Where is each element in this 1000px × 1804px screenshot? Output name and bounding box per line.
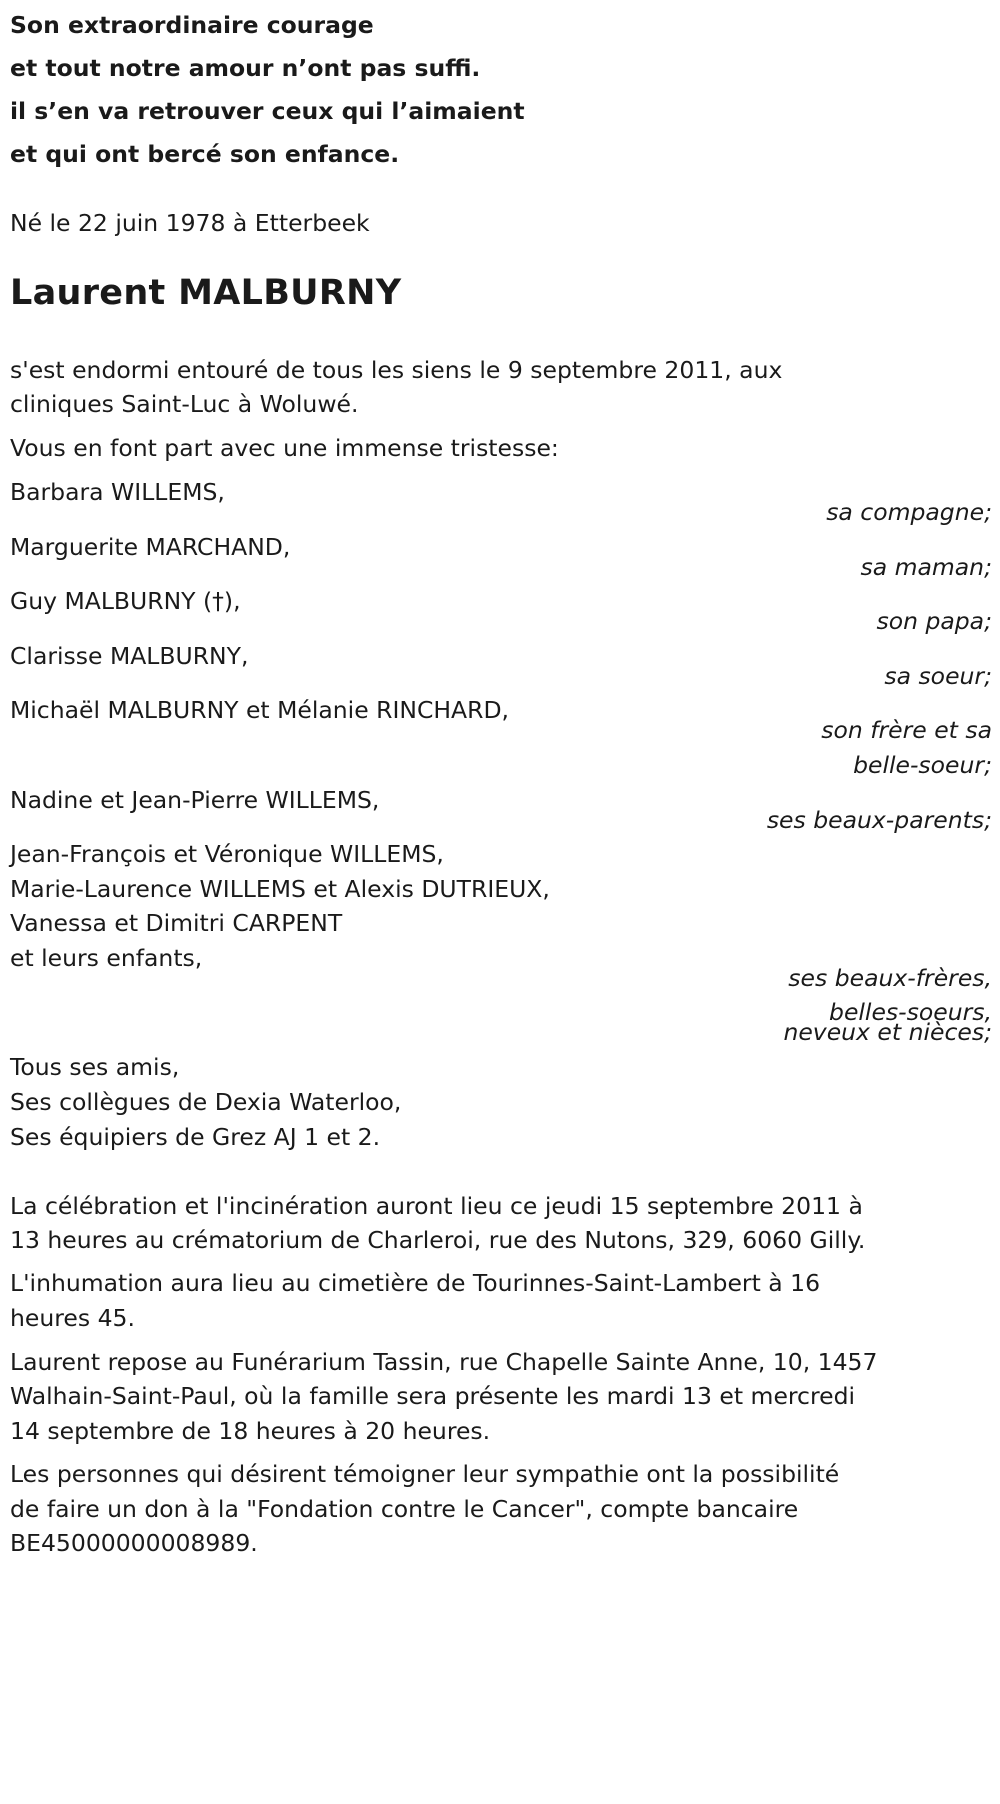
birth-line: Né le 22 juin 1978 à Etterbeek <box>10 209 370 237</box>
friends-line: Ses collègues de Dexia Waterloo, <box>10 1088 402 1116</box>
family-member-relation: neveux et nièces; <box>783 1018 992 1046</box>
family-member-name: Michaël MALBURNY et Mélanie RINCHARD, <box>10 696 510 724</box>
deceased-name: Laurent MALBURNY <box>10 273 402 313</box>
epigraph-line: Son extraordinaire courage <box>10 11 374 39</box>
burial-line: L'inhumation aura lieu au cimetière de Tourinnes-Saint-Lambert à 16 <box>10 1269 821 1297</box>
death-notice-line: cliniques Saint-Luc à Woluwé. <box>10 390 359 418</box>
family-member-relation: son papa; <box>876 607 992 635</box>
family-member-name: Nadine et Jean-Pierre WILLEMS, <box>10 786 380 814</box>
family-member-name: Guy MALBURNY (†), <box>10 587 241 615</box>
family-member-relation: son frère et sa <box>821 716 992 744</box>
family-member-relation: belle-soeur; <box>853 751 992 779</box>
family-member-relation: belles-soeurs, <box>829 998 992 1026</box>
epigraph-line: il s’en va retrouver ceux qui l’aimaient <box>10 97 525 125</box>
visitation-line: Walhain-Saint-Paul, où la famille sera présente les mardi 13 et mercredi <box>10 1382 856 1410</box>
donation-line: Les personnes qui désirent témoigner leur sympathie ont la possibilité <box>10 1460 840 1488</box>
family-member-name: Jean-François et Véronique WILLEMS, <box>10 840 444 868</box>
family-member-relation: ses beaux-frères, <box>788 964 992 992</box>
visitation-line: Laurent repose au Funérarium Tassin, rue Chapelle Sainte Anne, 10, 1457 <box>10 1348 878 1376</box>
friends-line: Tous ses amis, <box>10 1053 180 1081</box>
family-member-relation: sa soeur; <box>884 662 992 690</box>
donation-line: BE45000000008989. <box>10 1529 258 1557</box>
family-member-name: Vanessa et Dimitri CARPENT <box>10 909 343 937</box>
family-member-name: Clarisse MALBURNY, <box>10 642 249 670</box>
death-notice-line: s'est endormi entouré de tous les siens le 9 septembre 2011, aux <box>10 356 783 384</box>
epigraph-line: et tout notre amour n’ont pas suffi. <box>10 54 481 82</box>
epigraph-line: et qui ont bercé son enfance. <box>10 140 400 168</box>
burial-line: heures 45. <box>10 1304 135 1332</box>
ceremony-line: La célébration et l'incinération auront lieu ce jeudi 15 septembre 2011 à <box>10 1192 863 1220</box>
family-member-relation: ses beaux-parents; <box>766 806 992 834</box>
family-member-name: Marie-Laurence WILLEMS et Alexis DUTRIEUX, <box>10 875 550 903</box>
family-member-name: Barbara WILLEMS, <box>10 478 225 506</box>
ceremony-line: 13 heures au crématorium de Charleroi, rue des Nutons, 329, 6060 Gilly. <box>10 1226 866 1254</box>
friends-line: Ses équipiers de Grez AJ 1 et 2. <box>10 1123 381 1151</box>
visitation-line: 14 septembre de 18 heures à 20 heures. <box>10 1417 491 1445</box>
announcement-intro: Vous en font part avec une immense tristesse: <box>10 434 559 462</box>
donation-line: de faire un don à la "Fondation contre le Cancer", compte bancaire <box>10 1495 799 1523</box>
family-member-relation: sa compagne; <box>826 498 992 526</box>
family-member-name: Marguerite MARCHAND, <box>10 533 291 561</box>
family-member-relation: sa maman; <box>860 553 992 581</box>
family-member-name: et leurs enfants, <box>10 944 203 972</box>
